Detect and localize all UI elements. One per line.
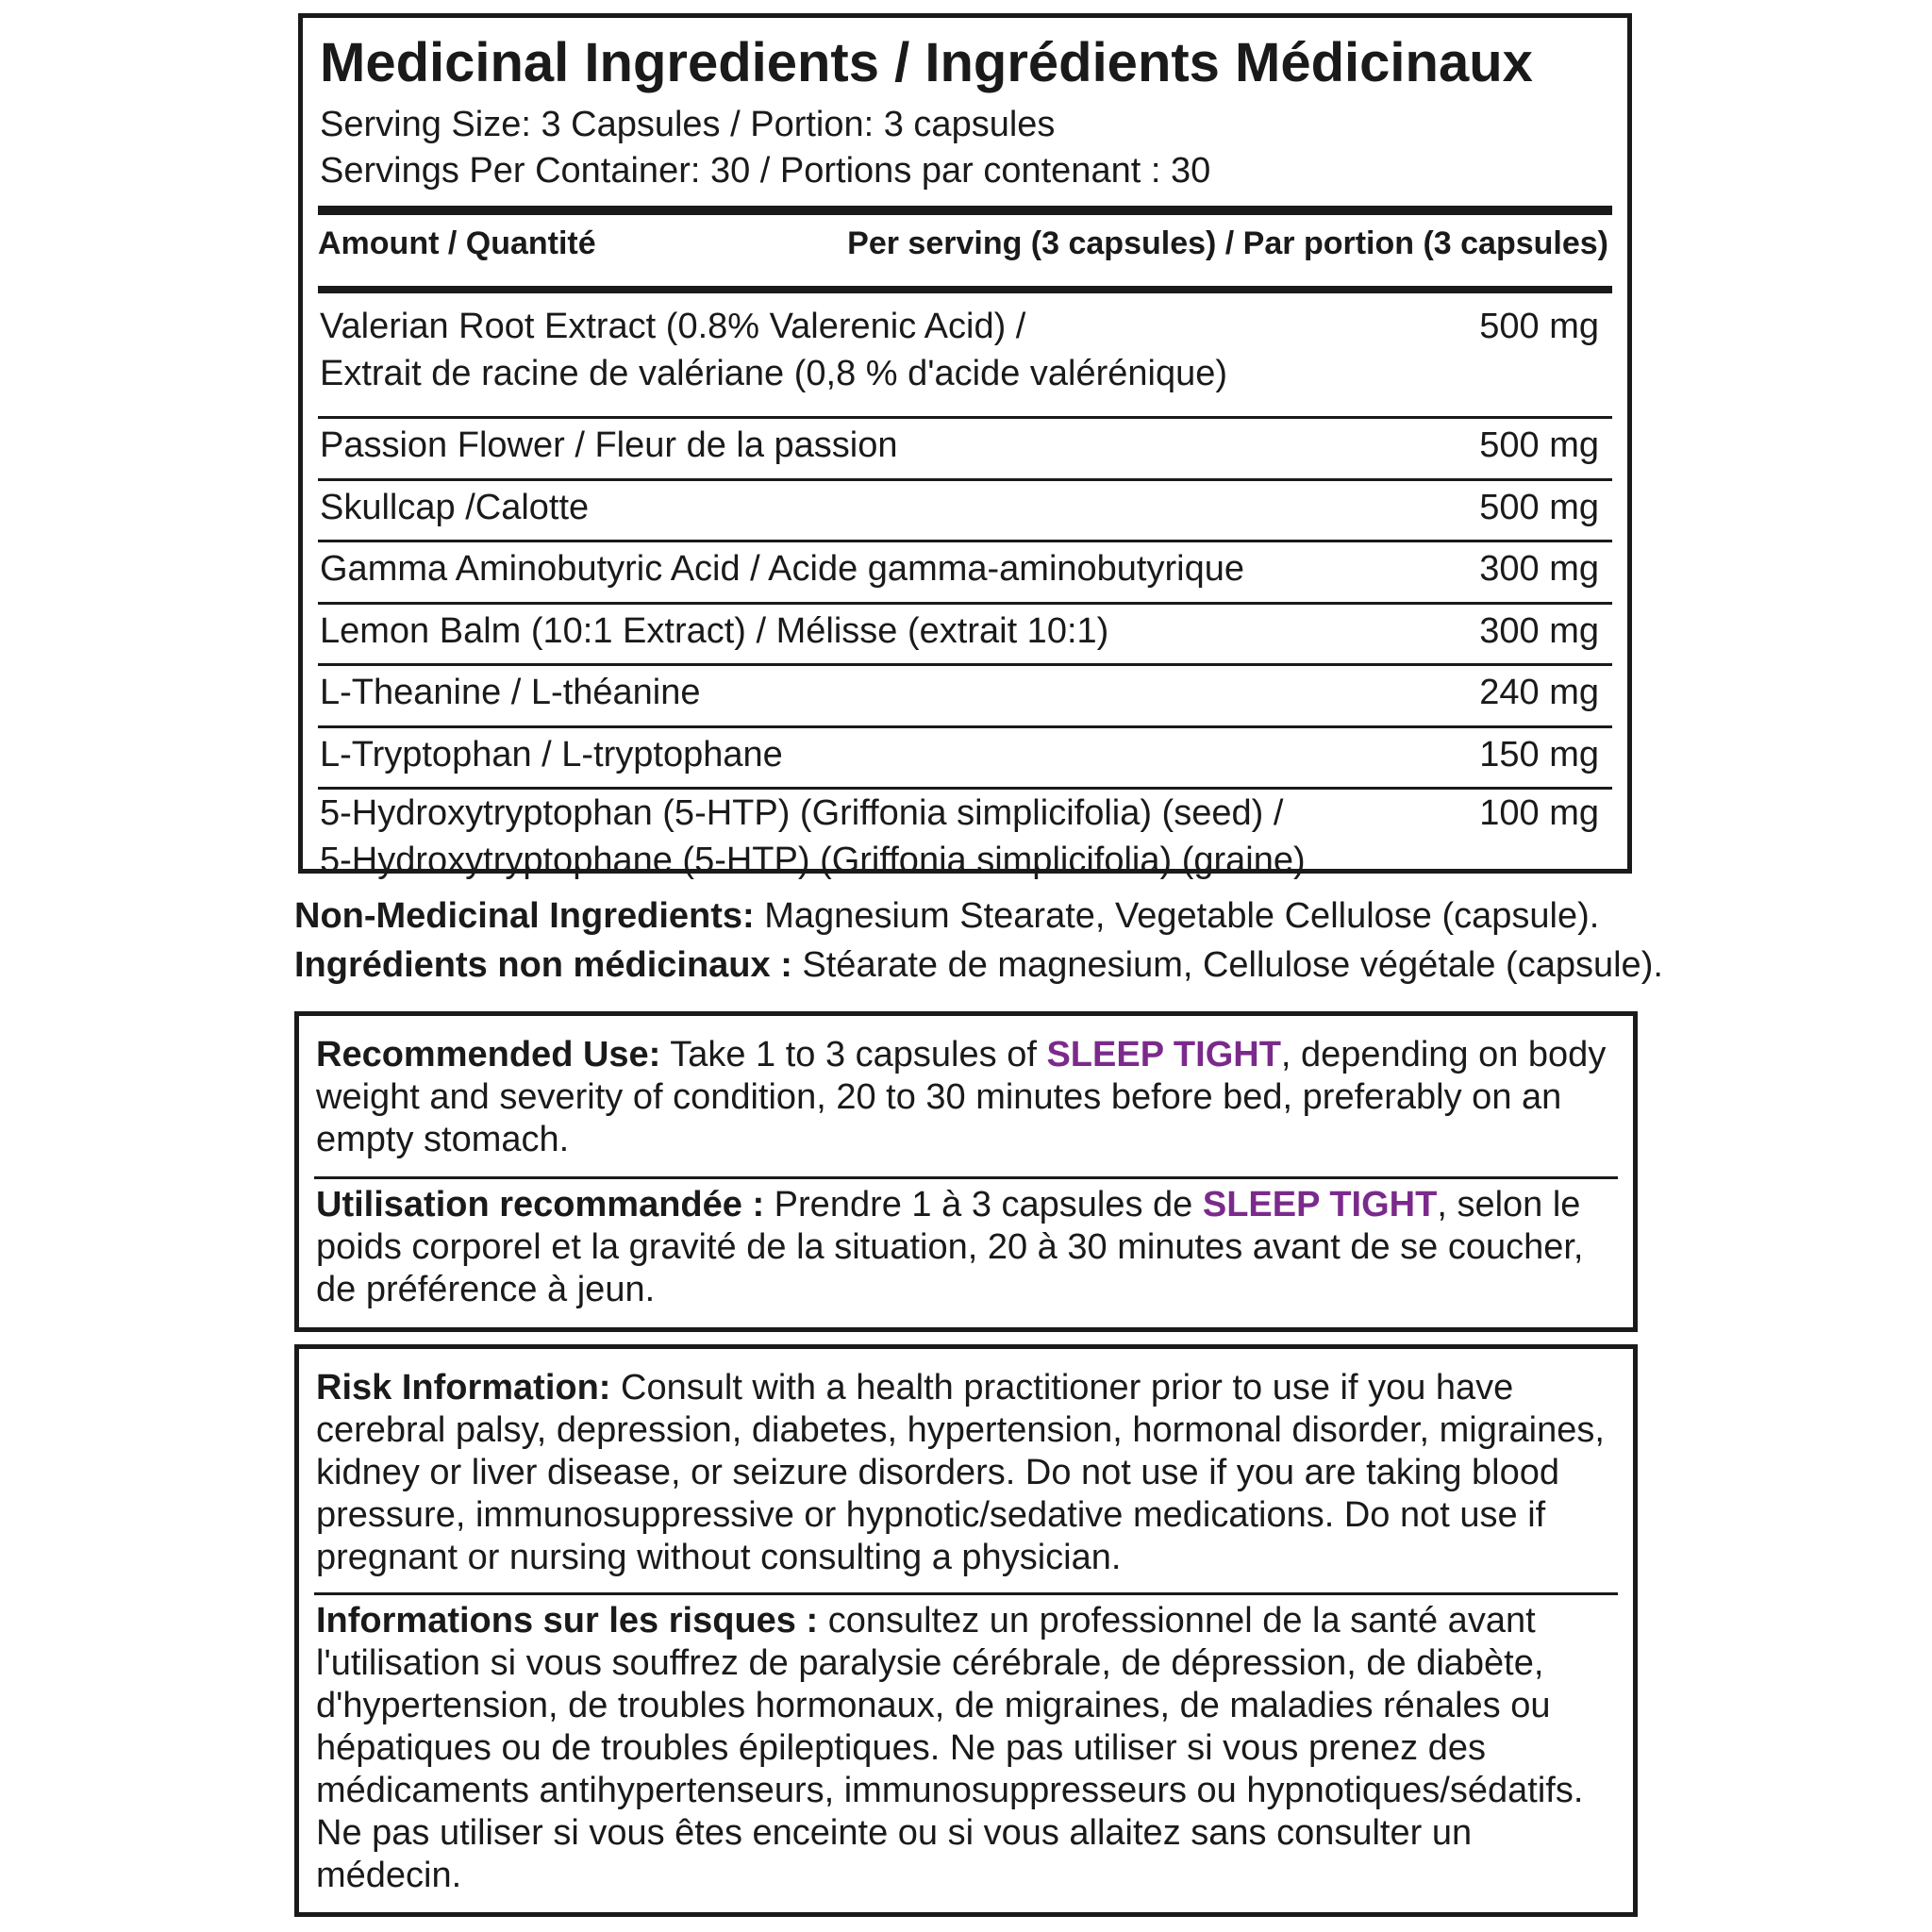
ingredient-row: [318, 728, 1612, 790]
product-name: SLEEP TIGHT: [1046, 1035, 1281, 1074]
non-medicinal-en: [294, 896, 1599, 937]
non-medicinal-fr: [294, 945, 1663, 986]
ingredient-amount: 500 mg: [1479, 307, 1599, 346]
ingredient-name-line: 5-Hydroxytryptophane (5-HTP) (Griffonia simplicifolia) (graine): [320, 841, 1306, 880]
recommended-use-panel: [294, 1011, 1638, 1332]
recommended-use-en-label: Recommended Use:: [316, 1035, 661, 1074]
risk-information-fr-label: Informations sur les risques :: [316, 1601, 819, 1641]
ingredient-name: [320, 303, 1227, 397]
servings-per-container: Servings Per Container: 30 / Portions par contenant : 30: [320, 151, 1211, 191]
non-medicinal-en-text: Magnesium Stearate, Vegetable Cellulose (capsule).: [754, 896, 1600, 936]
ingredient-name: L-Tryptophan / L-tryptophane: [320, 735, 783, 774]
section-divider: [314, 1176, 1618, 1179]
ingredient-name: [320, 790, 1306, 884]
ingredient-amount: 500 mg: [1479, 425, 1599, 465]
recommended-use-fr-text: Prendre 1 à 3 capsules de: [764, 1185, 1203, 1224]
recommended-use-en-text: Take 1 to 3 capsules of: [660, 1035, 1047, 1074]
amount-header: Amount / Quantité: [318, 225, 596, 261]
risk-information-en-text: Consult with a health practitioner prior to use if you have cerebral palsy, depression, diabetes, hypertension, hormonal disorder, migraines, kidney or liver disease, or seizure disorders. Do not use if you are taking blood pressure, immunosuppressive or hypnotic/sedative medications. Do not use if pregnant or nursing without consulting a physician.: [316, 1368, 1605, 1577]
ingredient-row: [318, 666, 1612, 728]
ingredient-row: [318, 293, 1612, 419]
ingredient-name: Gamma Aminobutyric Acid / Acide gamma-aminobutyrique: [320, 549, 1244, 589]
ingredient-row: [318, 605, 1612, 666]
ingredient-name: Skullcap /Calotte: [320, 488, 590, 527]
recommended-use-en: [316, 1034, 1618, 1161]
ingredient-amount: 240 mg: [1479, 673, 1599, 712]
ingredient-amount: 500 mg: [1479, 488, 1599, 527]
product-name: SLEEP TIGHT: [1202, 1185, 1438, 1224]
ingredient-amount: 300 mg: [1479, 611, 1599, 651]
non-medicinal-fr-text: Stéarate de magnesium, Cellulose végétale (capsule).: [791, 945, 1663, 985]
ingredient-name-line: Valerian Root Extract (0.8% Valerenic Acid) /: [320, 307, 1026, 346]
recommended-use-fr: [316, 1184, 1618, 1311]
risk-information-fr: [316, 1600, 1618, 1897]
heavy-divider: [318, 206, 1612, 215]
risk-information-en-label: Risk Information:: [316, 1368, 611, 1407]
serving-size: Serving Size: 3 Capsules / Portion: 3 capsules: [320, 105, 1056, 144]
ingredient-amount: 300 mg: [1479, 549, 1599, 589]
ingredient-row: [318, 790, 1612, 880]
ingredient-amount: 100 mg: [1479, 793, 1599, 833]
recommended-use-en-text: , depending on body weight and severity of condition, 20 to 30 minutes before bed, preferably on an empty stomach.: [316, 1035, 1607, 1159]
risk-information-en: [316, 1367, 1618, 1579]
section-divider: [314, 1592, 1618, 1595]
header-divider: [318, 286, 1612, 293]
ingredient-name-line: Extrait de racine de valériane (0,8 % d'acide valérénique): [320, 354, 1228, 393]
medicinal-ingredients-panel: [298, 13, 1632, 880]
ingredient-name-line: 5-Hydroxytryptophan (5-HTP) (Griffonia simplicifolia) (seed) /: [320, 793, 1284, 833]
risk-information-fr-text: consultez un professionnel de la santé avant l'utilisation si vous souffrez de paralysie cérébrale, de dépression, de diabète, d'hypertension, de troubles hormonaux, de migraines, de maladies rénales ou hépatiques ou de troubles épileptiques. Ne pas utiliser si vous prenez des médicaments antihypertenseurs, immunosuppresseurs ou hypnotiques/sédatifs. Ne pas utiliser si vous êtes enceinte ou si vous allaitez sans consulter un médecin.: [316, 1601, 1584, 1895]
non-medicinal-en-label: Non-Medicinal Ingredients:: [294, 896, 755, 936]
ingredient-row: [318, 542, 1612, 605]
ingredient-name: Passion Flower / Fleur de la passion: [320, 425, 898, 465]
medicinal-title: Medicinal Ingredients / Ingrédients Médicinaux: [320, 32, 1533, 93]
ingredient-name: L-Theanine / L-théanine: [320, 673, 701, 712]
ingredient-amount: 150 mg: [1479, 735, 1599, 774]
non-medicinal-fr-label: Ingrédients non médicinaux :: [294, 945, 792, 985]
per-serving-header: Per serving (3 capsules) / Par portion (3 capsules): [847, 225, 1608, 261]
recommended-use-fr-text: , selon le poids corporel et la gravité de la situation, 20 à 30 minutes avant de se coucher, de préférence à jeun.: [316, 1185, 1584, 1309]
ingredient-name: Lemon Balm (10:1 Extract) / Mélisse (extrait 10:1): [320, 611, 1109, 651]
risk-information-panel: [294, 1344, 1638, 1917]
ingredient-row: [318, 481, 1612, 542]
recommended-use-fr-label: Utilisation recommandée :: [316, 1185, 765, 1224]
ingredient-row: [318, 419, 1612, 481]
